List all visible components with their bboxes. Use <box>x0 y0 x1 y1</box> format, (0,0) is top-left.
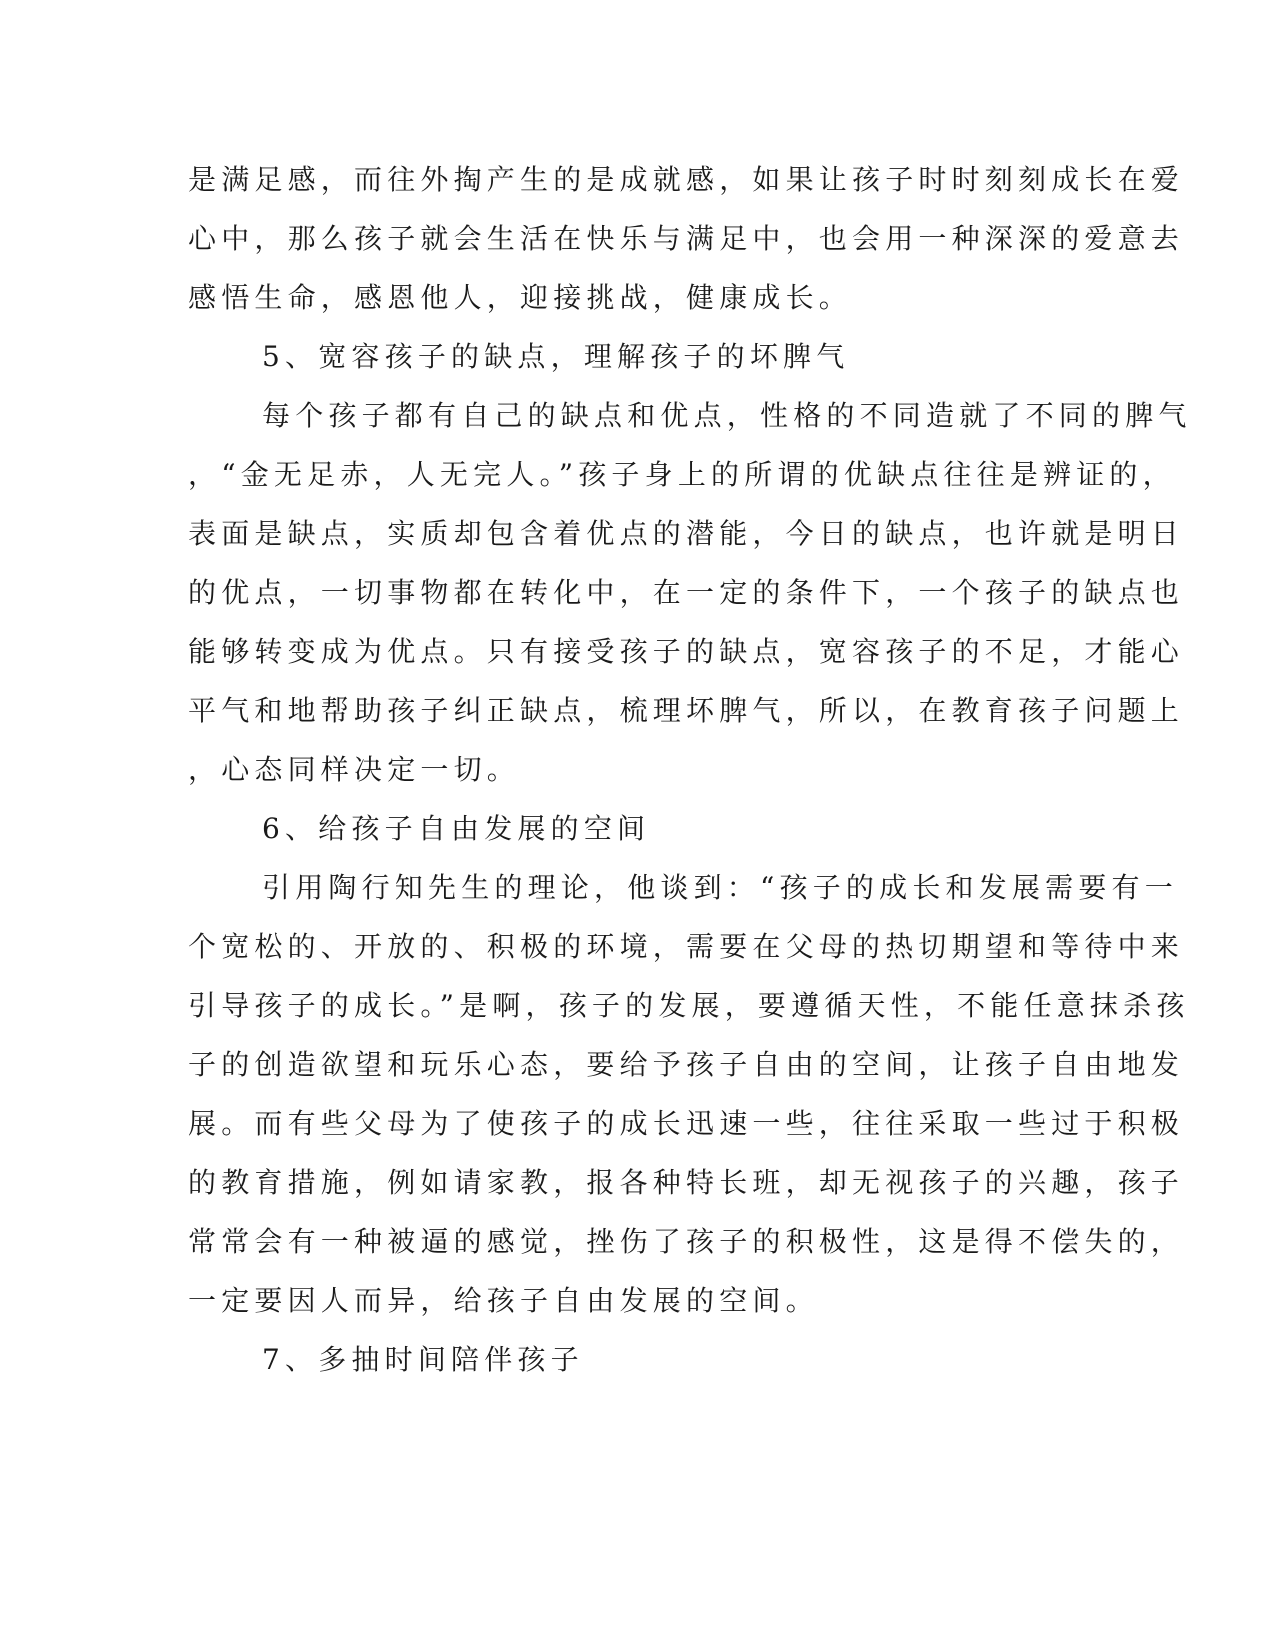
body-line: 展。而有些父母为了使孩子的成长迅速一些，往往采取一些过于积极 <box>188 1107 1185 1140</box>
body-line: 的教育措施，例如请家教，报各种特长班，却无视孩子的兴趣，孩子 <box>188 1166 1185 1199</box>
body-line: 常常会有一种被逼的感觉，挫伤了孩子的积极性，这是得不偿失的， <box>188 1225 1185 1258</box>
body-line: 子的创造欲望和玩乐心态，要给予孩子自由的空间，让孩子自由地发 <box>188 1048 1185 1081</box>
body-line: 个宽松的、开放的、积极的环境，需要在父母的热切期望和等待中来 <box>188 930 1185 963</box>
body-line: 感悟生命，感恩他人，迎接挑战，健康成长。 <box>188 281 853 314</box>
body-line: 一定要因人而异，给孩子自由发展的空间。 <box>188 1284 819 1317</box>
body-line: 引导孩子的成长。”是啊，孩子的发展，要遵循天性，不能任意抹杀孩 <box>188 989 1190 1022</box>
section-heading-6: 6、给孩子自由发展的空间 <box>262 812 651 845</box>
body-line: 能够转变成为优点。只有接受孩子的缺点，宽容孩子的不足，才能心 <box>188 635 1185 668</box>
body-line: ，“金无足赤，人无完人。”孩子身上的所谓的优缺点往往是辨证的， <box>188 458 1176 491</box>
body-line: 心中，那么孩子就会生活在快乐与满足中，也会用一种深深的爱意去 <box>188 222 1185 255</box>
body-line: 引用陶行知先生的理论，他谈到：“孩子的成长和发展需要有一 <box>262 871 1178 904</box>
body-line: 平气和地帮助孩子纠正缺点，梳理坏脾气，所以，在教育孩子问题上 <box>188 694 1185 727</box>
body-line: 表面是缺点，实质却包含着优点的潜能，今日的缺点，也许就是明日 <box>188 517 1185 550</box>
body-line: ，心态同样决定一切。 <box>188 753 521 786</box>
section-heading-7: 7、多抽时间陪伴孩子 <box>262 1343 584 1376</box>
body-line: 的优点，一切事物都在转化中，在一定的条件下，一个孩子的缺点也 <box>188 576 1185 609</box>
section-heading-5: 5、宽容孩子的缺点，理解孩子的坏脾气 <box>262 340 850 373</box>
body-line: 是满足感，而往外掏产生的是成就感，如果让孩子时时刻刻成长在爱 <box>188 163 1185 196</box>
body-line: 每个孩子都有自己的缺点和优点，性格的不同造就了不同的脾气 <box>262 399 1192 432</box>
